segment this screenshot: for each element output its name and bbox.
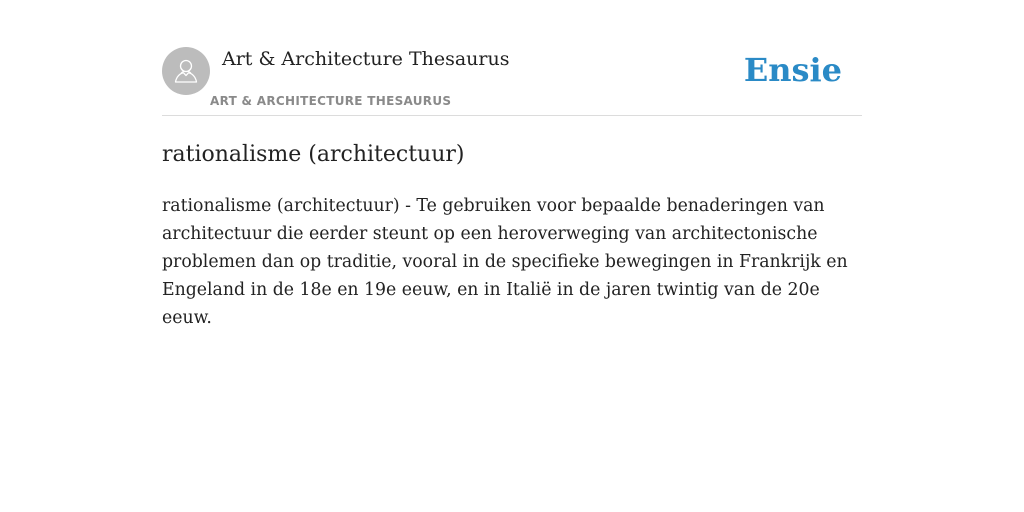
ensie-logo[interactable]: Ensie [743, 51, 842, 89]
definition-text: rationalisme (architectuur) - Te gebruiken voor bepaalde benaderingen van architectuur die eerder steunt op een heroverweging van architectonische problemen dan op traditie, vooral in de specifieke bewegingen in Frankrijk en Engeland in de 18e en 19e eeuw, en in Italië in de jaren twintig van de 20e eeuw. [162, 196, 848, 328]
page-title: rationalisme (architectuur) [162, 142, 465, 167]
avatar[interactable] [162, 47, 210, 95]
user-outline-icon [171, 56, 201, 86]
source-subtitle: ART & ARCHITECTURE THESAURUS [210, 94, 452, 108]
source-header [162, 47, 862, 116]
source-title[interactable]: Art & Architecture Thesaurus [222, 48, 510, 70]
